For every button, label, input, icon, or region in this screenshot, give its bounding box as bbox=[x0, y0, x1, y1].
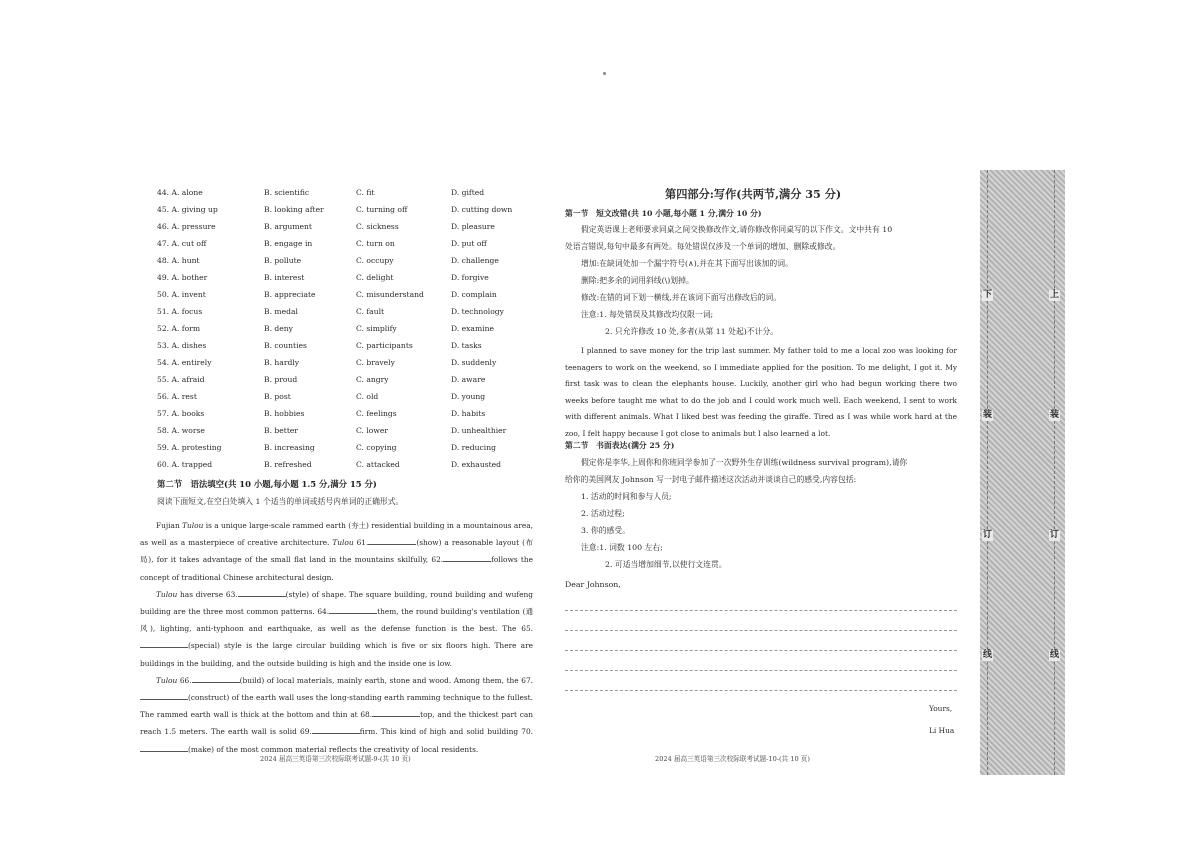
option-b: B. medal bbox=[264, 307, 298, 316]
binding-char: 线 bbox=[982, 650, 992, 660]
option-c: C. turn on bbox=[356, 239, 395, 248]
cloze-options bbox=[157, 184, 527, 473]
option-a: 51. A. focus bbox=[157, 307, 203, 316]
blank-69[interactable] bbox=[312, 733, 360, 734]
outer-cut-line bbox=[1054, 170, 1055, 775]
option-d: D. young bbox=[451, 392, 486, 401]
option-d: D. reducing bbox=[451, 443, 496, 452]
writing-line[interactable] bbox=[565, 670, 957, 671]
option-d: D. tasks bbox=[451, 341, 482, 350]
option-b: B. looking after bbox=[264, 205, 324, 214]
option-row bbox=[157, 184, 527, 201]
option-a: 50. A. invent bbox=[157, 290, 206, 299]
option-a: 48. A. hunt bbox=[157, 256, 200, 265]
option-row bbox=[157, 456, 527, 473]
binding-margin bbox=[980, 170, 1065, 775]
option-row bbox=[157, 320, 527, 337]
option-a: 44. A. alone bbox=[157, 188, 203, 197]
option-c: C. participants bbox=[356, 341, 413, 350]
writing-line[interactable] bbox=[565, 630, 957, 631]
inner-cut-line bbox=[987, 170, 988, 775]
salutation: Dear Johnson, bbox=[565, 580, 621, 589]
sec2-intro-line1: 假定你是李华,上周你和你班同学参加了一次野外生存训练(wildness survival program),请你 bbox=[581, 458, 908, 467]
note-2: 2. 只允许修改 10 处,多者(从第 11 处起)不计分。 bbox=[605, 327, 778, 336]
point-3: 3. 你的感受。 bbox=[581, 526, 630, 535]
option-b: B. interest bbox=[264, 273, 305, 282]
sec1-intro-line2: 处语言错误,每句中最多有两处。每处错误仅涉及一个单词的增加、删除或修改。 bbox=[565, 242, 841, 251]
option-b: B. refreshed bbox=[264, 460, 312, 469]
sec1-title: 第一节 短文改错(共 10 小题,每小题 1 分,满分 10 分) bbox=[565, 209, 762, 218]
error-correction-essay: I planned to save money for the trip last summer. My father told to me a local zoo was looking for teenagers to work on the weekend, so I immediate applied for the position. To me delight, I got it. My first task was to clean the elephants house. Luckily, another girl who had begun working there two weeks before taught me what to do the job and I could work much well. Each weekend, I sent to work with different animals. What I liked best was feeding the giraffe. Tired as I was while work hard at the zoo, I felt happy because I got close to animals but I also learned a lot. bbox=[565, 346, 957, 438]
option-a: 60. A. trapped bbox=[157, 460, 213, 469]
binding-char: 装 bbox=[1049, 410, 1059, 420]
option-b: B. argument bbox=[264, 222, 312, 231]
option-a: 59. A. protesting bbox=[157, 443, 222, 452]
option-b: B. better bbox=[264, 426, 298, 435]
option-c: C. turning off bbox=[356, 205, 408, 214]
option-row bbox=[157, 269, 527, 286]
option-a: 47. A. cut off bbox=[157, 239, 207, 248]
binding-char: 下 bbox=[982, 290, 992, 300]
requirement-1: 注意:1. 词数 100 左右; bbox=[581, 543, 663, 552]
option-a: 55. A. afraid bbox=[157, 375, 205, 384]
option-a: 56. A. rest bbox=[157, 392, 197, 401]
option-a: 58. A. worse bbox=[157, 426, 205, 435]
closing: Yours, bbox=[929, 704, 953, 713]
option-c: C. angry bbox=[356, 375, 389, 384]
sec2-intro-line2: 给你的美国网友 Johnson 写一封电子邮件描述这次活动并谈谈自己的感受,内容包括: bbox=[565, 475, 857, 484]
option-c: C. occupy bbox=[356, 256, 394, 265]
option-d: D. technology bbox=[451, 307, 504, 316]
option-row bbox=[157, 371, 527, 388]
blank-68[interactable] bbox=[372, 716, 420, 717]
option-d: D. habits bbox=[451, 409, 486, 418]
option-row bbox=[157, 354, 527, 371]
option-a: 46. A. pressure bbox=[157, 222, 216, 231]
option-d: D. examine bbox=[451, 324, 494, 333]
option-b: B. post bbox=[264, 392, 291, 401]
passage-paragraph-2: Tulou has diverse 63. (style) of shape. The square building, round building and wufeng building are the three most common patterns. 64. them, the round building's ventilation (通风), lighting, anti-typhoon and earthquake, as well as the defense function is the best. The 65.(special) style is the large circular building which is five or six floors high. There are buildings in the building, and the outside building is high and the inside one is low. bbox=[140, 589, 533, 668]
binding-char: 线 bbox=[1049, 650, 1059, 660]
option-c: C. attacked bbox=[356, 460, 400, 469]
option-row bbox=[157, 252, 527, 269]
option-c: C. fault bbox=[356, 307, 385, 316]
option-d: D. cutting down bbox=[451, 205, 513, 214]
binding-char: 订 bbox=[982, 530, 992, 540]
option-c: C. fit bbox=[356, 188, 375, 197]
point-2: 2. 活动过程; bbox=[581, 509, 625, 518]
option-b: B. engage in bbox=[264, 239, 313, 248]
blank-63[interactable] bbox=[238, 596, 286, 597]
option-row bbox=[157, 286, 527, 303]
option-c: C. delight bbox=[356, 273, 394, 282]
rule-modify: 修改:在错的词下划一横线,并在该词下面写出修改后的词。 bbox=[581, 293, 782, 302]
option-c: C. old bbox=[356, 392, 379, 401]
option-a: 54. A. entirely bbox=[157, 358, 212, 367]
left-page bbox=[140, 180, 545, 770]
option-b: B. hardly bbox=[264, 358, 300, 367]
blank-62[interactable] bbox=[443, 561, 491, 562]
option-b: B. hobbies bbox=[264, 409, 305, 418]
sec1-intro-line1: 假定英语课上老师要求同桌之间交换修改作文,请你修改你同桌写的以下作文。文中共有 10 bbox=[581, 225, 893, 234]
option-b: B. counties bbox=[264, 341, 307, 350]
option-row bbox=[157, 218, 527, 235]
option-c: C. bravely bbox=[356, 358, 395, 367]
option-d: D. exhausted bbox=[451, 460, 502, 469]
option-b: B. appreciate bbox=[264, 290, 316, 299]
part4-title: 第四部分:写作(共两节,满分 35 分) bbox=[665, 187, 842, 201]
sec2-title: 第二节 书面表达(满分 25 分) bbox=[565, 441, 675, 450]
writing-line[interactable] bbox=[565, 690, 957, 691]
grammar-passage bbox=[140, 517, 533, 758]
option-c: C. copying bbox=[356, 443, 397, 452]
section2-instruction: 阅读下面短文,在空白处填入 1 个适当的单词或括号内单词的正确形式。 bbox=[157, 497, 404, 506]
binding-char: 订 bbox=[1049, 530, 1059, 540]
blank-70[interactable] bbox=[140, 751, 188, 752]
blank-65[interactable] bbox=[140, 647, 188, 648]
option-d: D. forgive bbox=[451, 273, 489, 282]
section2-title: 第二节 语法填空(共 10 小题,每小题 1.5 分,满分 15 分) bbox=[157, 479, 377, 489]
blank-67[interactable] bbox=[140, 699, 188, 700]
option-a: 52. A. form bbox=[157, 324, 201, 333]
option-c: C. lower bbox=[356, 426, 388, 435]
option-d: D. gifted bbox=[451, 188, 485, 197]
note-1: 注意:1. 每处错误及其修改均仅限一词; bbox=[581, 310, 714, 319]
option-row bbox=[157, 235, 527, 252]
left-page-footer: 2024 届高三英语第三次校际联考试题-9-(共 10 页) bbox=[260, 755, 411, 763]
option-b: B. proud bbox=[264, 375, 298, 384]
writing-line[interactable] bbox=[565, 650, 957, 651]
option-a: 57. A. books bbox=[157, 409, 205, 418]
rule-delete: 删除:把多余的词用斜线(\)划掉。 bbox=[581, 276, 694, 285]
writing-line[interactable] bbox=[565, 610, 957, 611]
requirement-2: 2. 可适当增加细节,以使行文连贯。 bbox=[605, 560, 727, 569]
option-row bbox=[157, 439, 527, 456]
option-b: B. deny bbox=[264, 324, 293, 333]
option-c: C. feelings bbox=[356, 409, 397, 418]
binding-char: 装 bbox=[982, 410, 992, 420]
option-row bbox=[157, 303, 527, 320]
option-d: D. pleasure bbox=[451, 222, 495, 231]
blank-61[interactable] bbox=[368, 544, 416, 545]
rule-add: 增加:在缺词处加一个漏字符号(∧),并在其下面写出该加的词。 bbox=[581, 259, 793, 268]
right-page-footer: 2024 届高三英语第三次校际联考试题-10-(共 10 页) bbox=[655, 755, 810, 763]
option-b: B. increasing bbox=[264, 443, 315, 452]
binding-char: 上 bbox=[1049, 290, 1059, 300]
option-row bbox=[157, 201, 527, 218]
option-b: B. pollute bbox=[264, 256, 302, 265]
option-d: D. suddenly bbox=[451, 358, 497, 367]
option-d: D. challenge bbox=[451, 256, 499, 265]
option-b: B. scientific bbox=[264, 188, 310, 197]
option-a: 45. A. giving up bbox=[157, 205, 218, 214]
option-row bbox=[157, 422, 527, 439]
option-d: D. aware bbox=[451, 375, 486, 384]
point-1: 1. 活动的时间和参与人员; bbox=[581, 492, 672, 501]
passage-paragraph-1: Fujian Tulou is a unique large-scale rammed earth (夯土) residential building in a mountainous area, as well as a masterpiece of creative architecture. Tulou 61. (show) a reasonable layout (布局), for it takes advantage of the small flat land in the mountains skilfully, 62. follows the concept of traditional Chinese architectural design. bbox=[140, 521, 534, 582]
option-a: 49. A. bother bbox=[157, 273, 208, 282]
option-c: C. simplify bbox=[356, 324, 397, 333]
passage-paragraph-3: Tulou 66. (build) of local materials, mainly earth, stone and wood. Among them, the 67.(construct) of the earth wall uses the long-standing earth ramming technique to the fullest. The rammed earth wall is thick at the bottom and thin at 68. top, and the thickest part can reach 1.5 meters. The earth wall is solid 69. firm. This kind of high and solid building 70.(make) of the most common material reflects the creativity of local residents. bbox=[140, 675, 533, 754]
option-c: C. misunderstand bbox=[356, 290, 424, 299]
blank-66[interactable] bbox=[192, 682, 240, 683]
option-d: D. put off bbox=[451, 239, 487, 248]
option-row bbox=[157, 405, 527, 422]
option-row bbox=[157, 388, 527, 405]
option-row bbox=[157, 337, 527, 354]
option-a: 53. A. dishes bbox=[157, 341, 207, 350]
option-d: D. unhealthier bbox=[451, 426, 507, 435]
option-d: D. complain bbox=[451, 290, 497, 299]
right-page bbox=[565, 180, 960, 770]
blank-64[interactable] bbox=[329, 613, 377, 614]
scan-speck bbox=[603, 72, 606, 75]
option-c: C. sickness bbox=[356, 222, 399, 231]
signature: Li Hua bbox=[929, 726, 955, 735]
